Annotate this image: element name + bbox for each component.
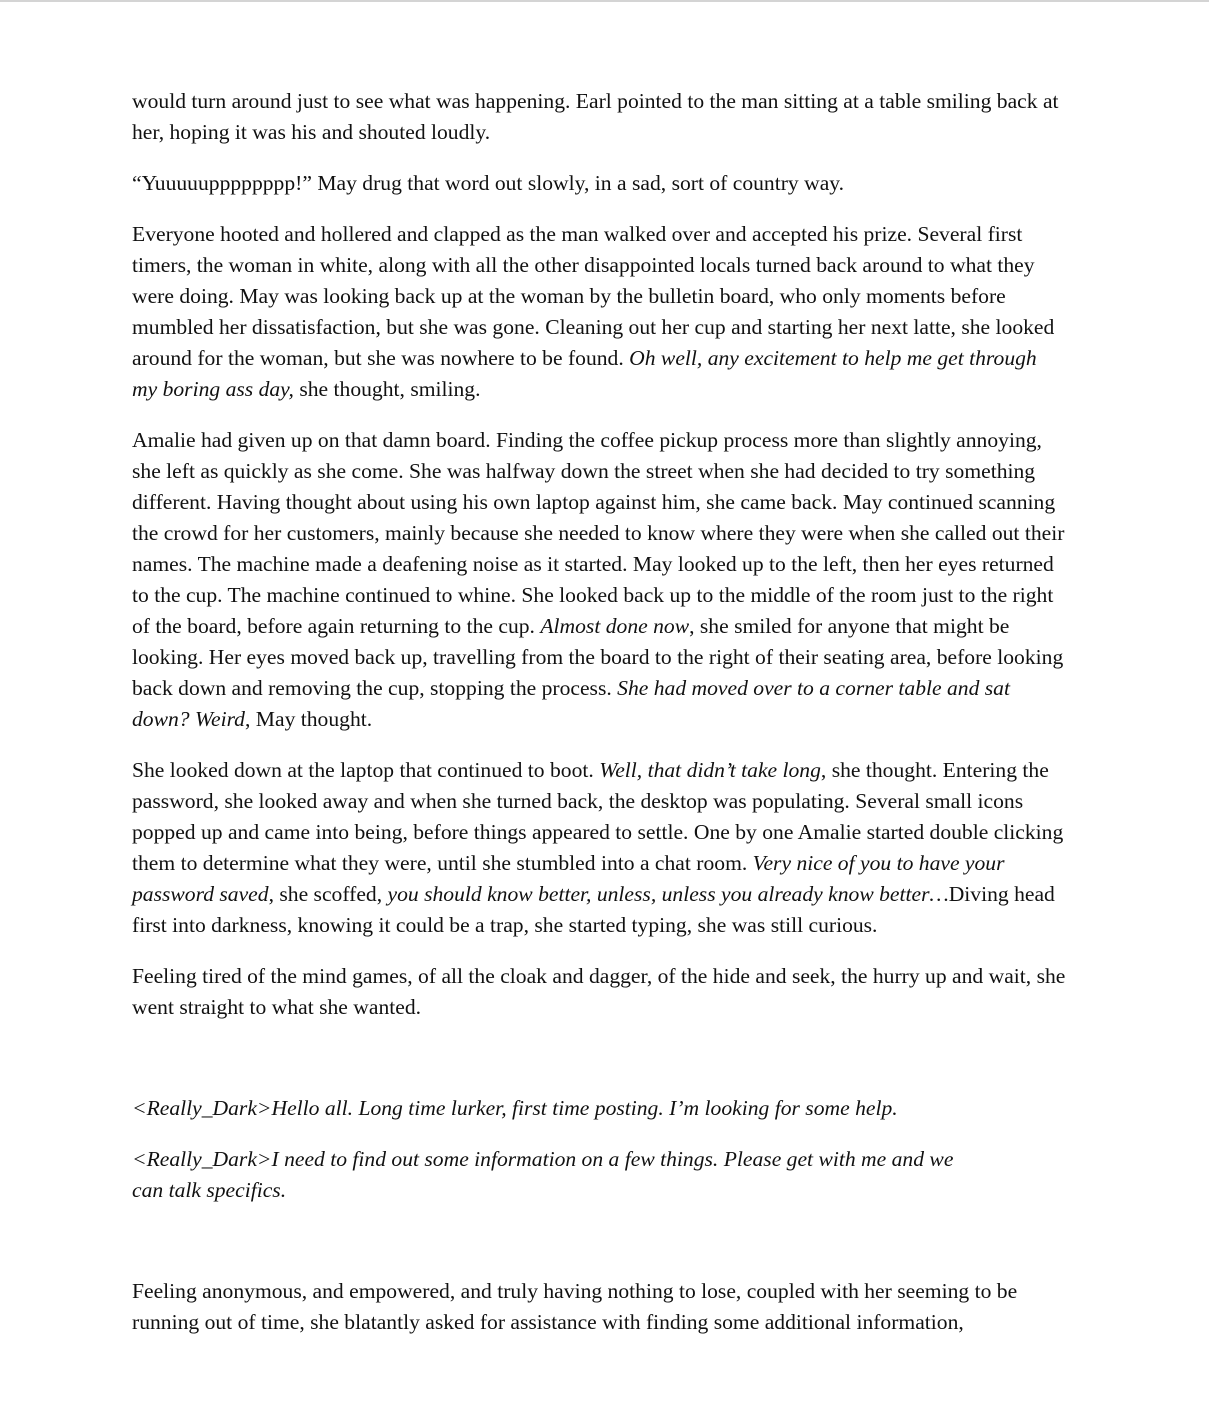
paragraph-4 bbox=[132, 425, 1067, 735]
italic-thought: Very nice of you to have your password saved bbox=[132, 851, 1005, 906]
text-segment: , she smiled for anyone that might be looking. Her eyes moved back up, travelling from the board to the right of their seating area, before looking back down and removing the cup, stopping the process. bbox=[132, 614, 1064, 700]
text-segment: , she scoffed, bbox=[268, 882, 383, 906]
paragraph-5 bbox=[132, 755, 1067, 941]
italic-thought: Almost done now bbox=[540, 614, 690, 638]
paragraph-6 bbox=[132, 961, 1067, 1023]
spacer bbox=[132, 1043, 1067, 1093]
spacer bbox=[132, 1226, 1067, 1276]
italic-thought: Oh well, any excitement to help me get through my boring ass day, bbox=[132, 346, 1037, 401]
italic-thought: Well, that didn’t take long bbox=[599, 758, 821, 782]
page-top-border bbox=[0, 0, 1209, 2]
paragraph-3 bbox=[132, 219, 1067, 405]
text-segment: She looked down at the laptop that continued to boot. bbox=[132, 758, 600, 782]
italic-thought: She had moved over to a corner table and sat down? Weird bbox=[132, 676, 1010, 731]
closing-paragraph: Feeling anonymous, and empowered, and truly having nothing to lose, coupled with her seeming to be running out of time, she blatantly asked for assistance with finding some additional information, bbox=[132, 1279, 1018, 1334]
text-segment: would turn around just to see what was happening. Earl pointed to the man sitting at a table smiling back at her, hoping it was his and shouted loudly. bbox=[132, 89, 1059, 144]
text-segment: Feeling tired of the mind games, of all the cloak and dagger, of the hide and seek, the hurry up and wait, she went straight to what she wanted. bbox=[132, 964, 1066, 1019]
paragraph-2 bbox=[132, 168, 1067, 199]
paragraph-1 bbox=[132, 86, 1067, 148]
document-page bbox=[132, 86, 1067, 1358]
text-segment: , she thought. Entering the password, she looked away and when she turned back, the desktop was populating. Several small icons popped up and came into being, before things appeared to settle. One by one Amalie started double clicking them to determine what they were, until she stumbled into a chat room. bbox=[132, 758, 1064, 875]
text-segment: Everyone hooted and hollered and clapped as the man walked over and accepted his prize. Several first timers, the woman in white, along with all the other disappointed locals turned back around to what they were doing. May was looking back up at the woman by the bulletin board, who only moments before mumbled her dissatisfaction, but she was gone. Cleaning out her cup and starting her next latte, she looked around for the woman, but she was nowhere to be found. bbox=[132, 222, 1055, 370]
text-segment: , May thought. bbox=[244, 707, 373, 731]
text-segment: “Yuuuuupppppppp!” May drug that word out slowly, in a sad, sort of country way. bbox=[132, 171, 845, 195]
italic-thought: you should know better, unless, unless you already know better… bbox=[382, 882, 949, 906]
text-segment: Diving head first into darkness, knowing it could be a trap, she started typing, she was still curious. bbox=[132, 882, 1055, 937]
text-segment: she thought, smiling. bbox=[293, 377, 481, 401]
chat-line-1: <Really_Dark>Hello all. Long time lurker, first time posting. I’m looking for some help. bbox=[132, 1096, 898, 1120]
chat-line-2: <Really_Dark>I need to find out some information on a few things. Please get with me and we can talk specifics. bbox=[132, 1147, 954, 1202]
text-segment: Amalie had given up on that damn board. Finding the coffee pickup process more than slightly annoying, she left as quickly as she come. She was halfway down the street when she had decided to try something different. Having thought about using his own laptop against him, she came back. May continued scanning the crowd for her customers, mainly because she needed to know where they were when she called out their names. The machine made a deafening noise as it started. May looked up to the left, then her eyes returned to the cup. The machine continued to whine. She looked back up to the middle of the room just to the right of the board, before again returning to the cup. bbox=[132, 428, 1065, 638]
